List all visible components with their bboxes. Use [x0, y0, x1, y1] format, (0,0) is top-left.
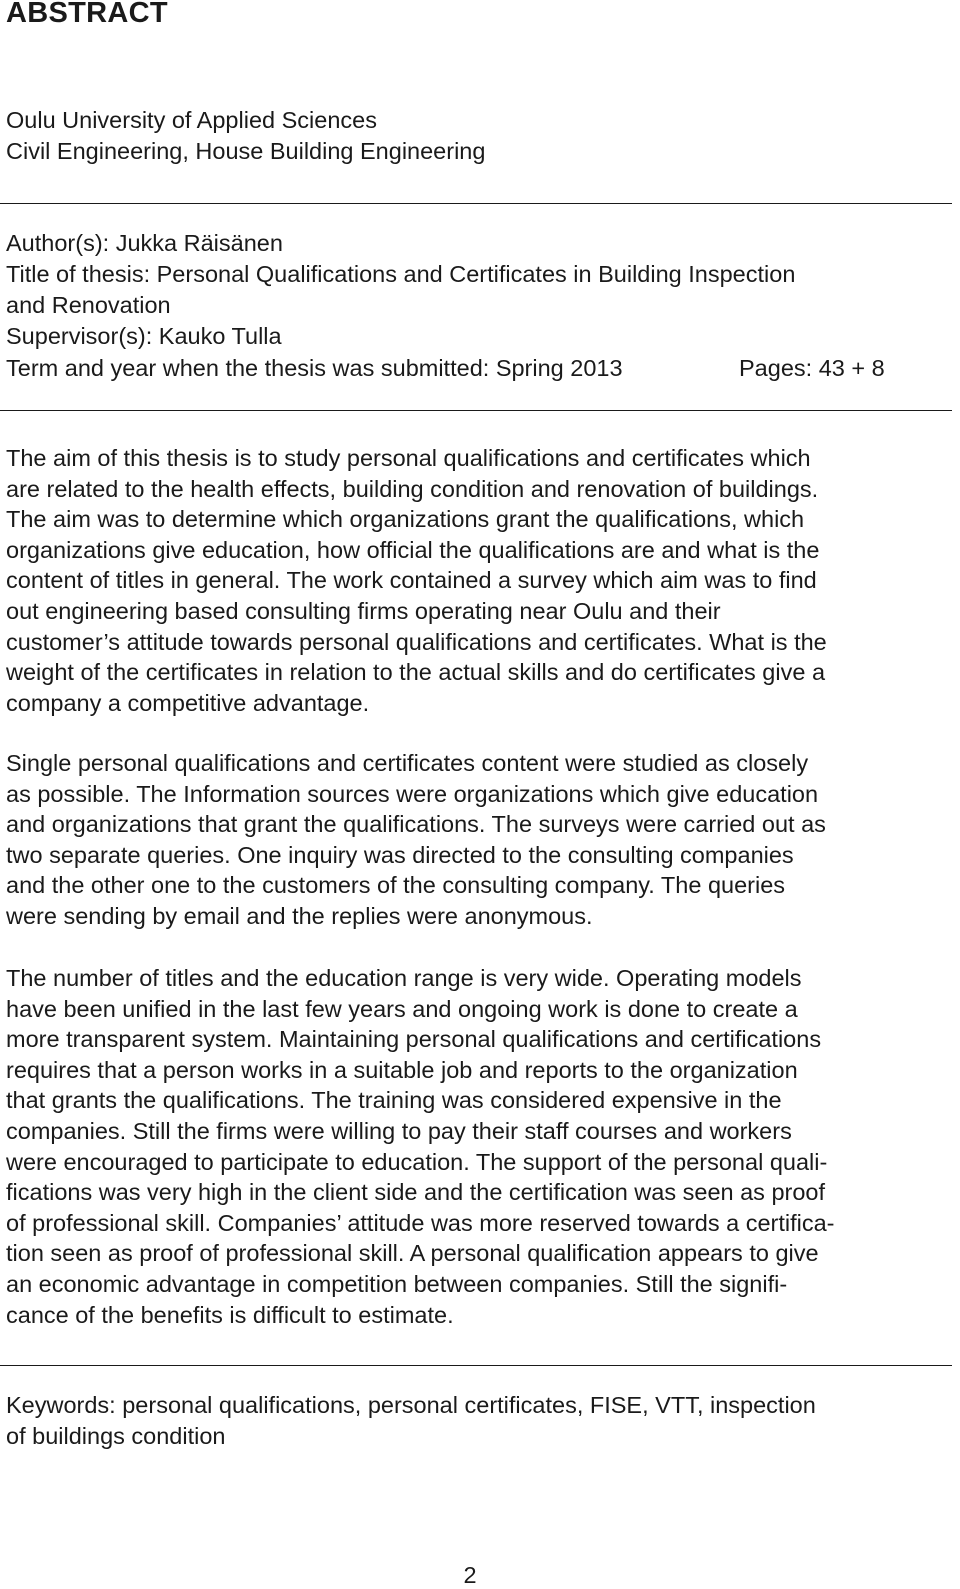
text-line: of professional skill. Companies’ attitude was more reserved towards a certifica-: [6, 1209, 835, 1236]
keywords-line-1: Keywords: personal qualifications, personal certificates, FISE, VTT, inspection: [6, 1392, 816, 1418]
supervisor-line: Supervisor(s): Kauko Tulla: [6, 323, 282, 349]
text-line: The aim was to determine which organizations grant the qualifications, which: [6, 506, 805, 533]
thesis-title-line-2: and Renovation: [6, 292, 171, 318]
text-line: tion seen as proof of professional skill. A personal qualification appears to give: [6, 1240, 819, 1267]
abstract-paragraph-1: [6, 443, 827, 718]
text-line: fications was very high in the client side and the certification was seen as proof: [6, 1179, 826, 1206]
text-line: content of titles in general. The work contained a survey which aim was to find: [6, 567, 817, 594]
middle-divider: [0, 410, 952, 411]
text-line: were encouraged to participate to education. The support of the personal quali-: [6, 1148, 828, 1175]
text-line: that grants the qualifications. The training was considered expensive in the: [6, 1087, 782, 1114]
degree-programme: Civil Engineering, House Building Engineering: [6, 138, 486, 164]
text-line: The number of titles and the education range is very wide. Operating models: [6, 965, 802, 991]
page-number: 2: [463, 1562, 477, 1588]
text-line: as possible. The Information sources were organizations which give education: [6, 780, 819, 807]
text-line: out engineering based consulting firms operating near Oulu and their: [6, 597, 721, 624]
text-line: companies. Still the firms were willing to pay their staff courses and workers: [6, 1117, 792, 1144]
page-title: ABSTRACT: [6, 0, 168, 29]
text-line: were sending by email and the replies were anonymous.: [6, 902, 593, 929]
text-line: and organizations that grant the qualifications. The surveys were carried out as: [6, 811, 826, 838]
text-line: The aim of this thesis is to study personal qualifications and certificates which: [6, 445, 811, 471]
bottom-divider: [0, 1365, 952, 1366]
text-line: have been unified in the last few years and ongoing work is done to create a: [6, 995, 798, 1022]
text-line: company a competitive advantage.: [6, 689, 370, 716]
top-divider: [0, 203, 952, 204]
text-line: more transparent system. Maintaining personal qualifications and certifications: [6, 1026, 822, 1053]
text-line: weight of the certificates in relation to the actual skills and do certificates give a: [6, 659, 826, 686]
abstract-paragraph-3: [6, 963, 835, 1330]
abstract-paragraph-2: [6, 748, 826, 932]
thesis-title-line-1: Title of thesis: Personal Qualifications and Certificates in Building Inspection: [6, 261, 796, 287]
text-line: Single personal qualifications and certificates content were studied as closely: [6, 750, 809, 776]
text-line: organizations give education, how official the qualifications are and what is the: [6, 536, 820, 563]
text-line: an economic advantage in competition between companies. Still the signifi-: [6, 1270, 788, 1297]
author-line: Author(s): Jukka Räisänen: [6, 230, 283, 256]
text-line: customer’s attitude towards personal qualifications and certificates. What is the: [6, 628, 827, 655]
university-name: Oulu University of Applied Sciences: [6, 107, 377, 133]
text-line: two separate queries. One inquiry was directed to the consulting companies: [6, 841, 794, 868]
page-count: Pages: 43 + 8: [739, 355, 885, 381]
text-line: and the other one to the customers of the consulting company. The queries: [6, 872, 786, 899]
text-line: cance of the benefits is difficult to estimate.: [6, 1301, 454, 1328]
submission-term: Term and year when the thesis was submitted: Spring 2013: [6, 355, 623, 381]
text-line: requires that a person works in a suitable job and reports to the organization: [6, 1056, 798, 1083]
text-line: are related to the health effects, building condition and renovation of buildings.: [6, 475, 819, 502]
keywords-line-2: of buildings condition: [6, 1423, 226, 1449]
